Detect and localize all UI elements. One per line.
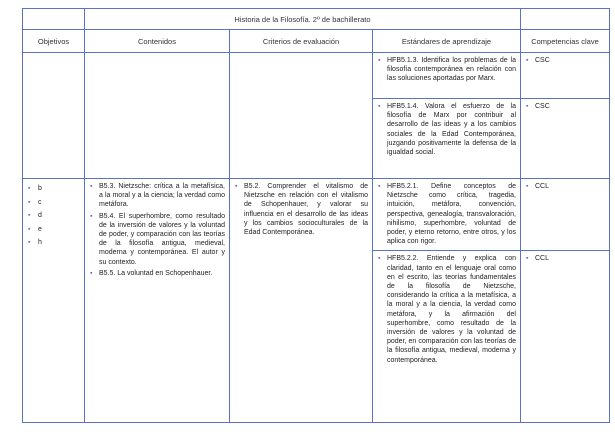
competencia-item: ▪ CCL [526, 183, 550, 190]
contenido-item: ▪ B5.4. El superhombre, como resultado de la inversión de valores y la voluntad de poder, y comparación con las teorías de la filosofía antigua, medieval, moderna y contemporánea. El autor y su contexto. [90, 212, 225, 266]
header-criterios: Criterios de evaluación [230, 30, 373, 53]
bullet-icon: ▪ [526, 255, 529, 263]
competencia-item: ▪ CSC [526, 103, 550, 110]
contenidos-cell [85, 179, 230, 423]
column-header-row [23, 30, 610, 53]
bullet-icon: ▪ [378, 57, 381, 64]
list-item: ▪ b [28, 182, 80, 196]
estandar-item: ▪ HFB5.2.2. Entiende y explica con claridad, tanto en el lenguaje oral como en el escrito, las teorías fundamentales de la filosofía de Nietzsche, considerando la crítica a la metafísica, a la moral y a la ciencia, la verdad como metáfora, y la afirmación del superhombre, como resultado de la inversión de valores y la voluntad de poder, en comparación con las teorías de la filosofía antigua, medieval, moderna y contemporánea. [378, 255, 516, 364]
bullet-icon: ▪ [90, 269, 93, 277]
bullet-icon: ▪ [378, 183, 381, 190]
title-spacer-cell-right [521, 9, 610, 30]
bullet-icon: ▪ [526, 103, 529, 110]
bullet-icon: ▪ [378, 255, 381, 263]
objetivos-cell [23, 179, 85, 423]
competencia-cell [521, 251, 610, 423]
bullet-icon: ▪ [526, 57, 529, 64]
estandar-cell [373, 53, 521, 99]
table-row [23, 179, 610, 251]
list-item: ▪ d [28, 209, 80, 223]
bullet-icon: ▪ [28, 198, 31, 206]
contenido-item: ▪ B5.3. Nietzsche: crítica a la metafísica, a la moral y a la ciencia; la verdad como metáfora. [90, 183, 225, 209]
competencia-item: ▪ CCL [526, 255, 550, 263]
title-spacer-cell [23, 9, 85, 30]
criterio-item: ▪ B5.2. Comprender el vitalismo de Nietzsche en relación con el vitalismo de Schopenhauer, y valorar su influencia en el desarrollo de las ideas y los cambios socioculturales de la Edad Contemporánea. [235, 183, 368, 237]
list-item: ▪ e [28, 223, 80, 237]
bullet-icon: ▪ [526, 183, 529, 190]
estandar-item: ▪ HFB5.2.1. Define conceptos de Nietzsche como crítica, tragedia, intuición, metáfora, convención, perspectiva, genealogía, transvaloración, nihilismo, superhombre, voluntad de poder, y eterno retorno, entre otros, y los aplica con rigor. [378, 183, 516, 246]
estandar-item: ▪ HFB5.1.3. Identifica los problemas de la filosofía contemporánea en relación con las soluciones aportadas por Marx. [378, 57, 516, 83]
bullet-icon: ▪ [28, 239, 31, 247]
header-competencias: Competencias clave [521, 30, 610, 53]
bullet-icon: ▪ [28, 185, 31, 192]
table-title: Historia de la Filosofía. 2º de bachillerato [85, 9, 521, 30]
competencia-cell [521, 53, 610, 99]
list-item: ▪ c [28, 196, 80, 210]
bullet-icon: ▪ [90, 212, 93, 220]
title-row [23, 9, 610, 30]
bullet-icon: ▪ [378, 103, 381, 110]
estandar-item: ▪ HFB5.1.4. Valora el esfuerzo de la filosofía de Marx por contribuir al desarrollo de las ideas y a los cambios sociales de la Edad Contemporánea, juzgando positivamente la defensa de la igualdad social. [378, 103, 516, 157]
bullet-icon: ▪ [28, 212, 31, 220]
estandar-cell [373, 179, 521, 251]
table-row [23, 53, 610, 99]
competencia-cell [521, 99, 610, 179]
competencia-cell [521, 179, 610, 251]
competencia-item: ▪ CSC [526, 57, 550, 64]
header-estandares: Estándares de aprendizaje [373, 30, 521, 53]
contenido-item: ▪ B5.5. La voluntad en Schopenhauer. [90, 269, 213, 277]
list-item: ▪ h [28, 236, 80, 250]
estandar-cell [373, 99, 521, 179]
bullet-icon: ▪ [90, 183, 93, 190]
header-contenidos: Contenidos [85, 30, 230, 53]
bullet-icon: ▪ [235, 183, 238, 190]
estandar-cell [373, 251, 521, 423]
empty-contenidos-cell [85, 53, 230, 179]
objetivos-list [28, 182, 80, 250]
curriculum-table [22, 8, 610, 423]
header-objetivos: Objetivos [23, 30, 85, 53]
bullet-icon: ▪ [28, 225, 31, 233]
empty-objetivos-cell [23, 53, 85, 179]
criterios-cell [230, 179, 373, 423]
empty-criterios-cell [230, 53, 373, 179]
